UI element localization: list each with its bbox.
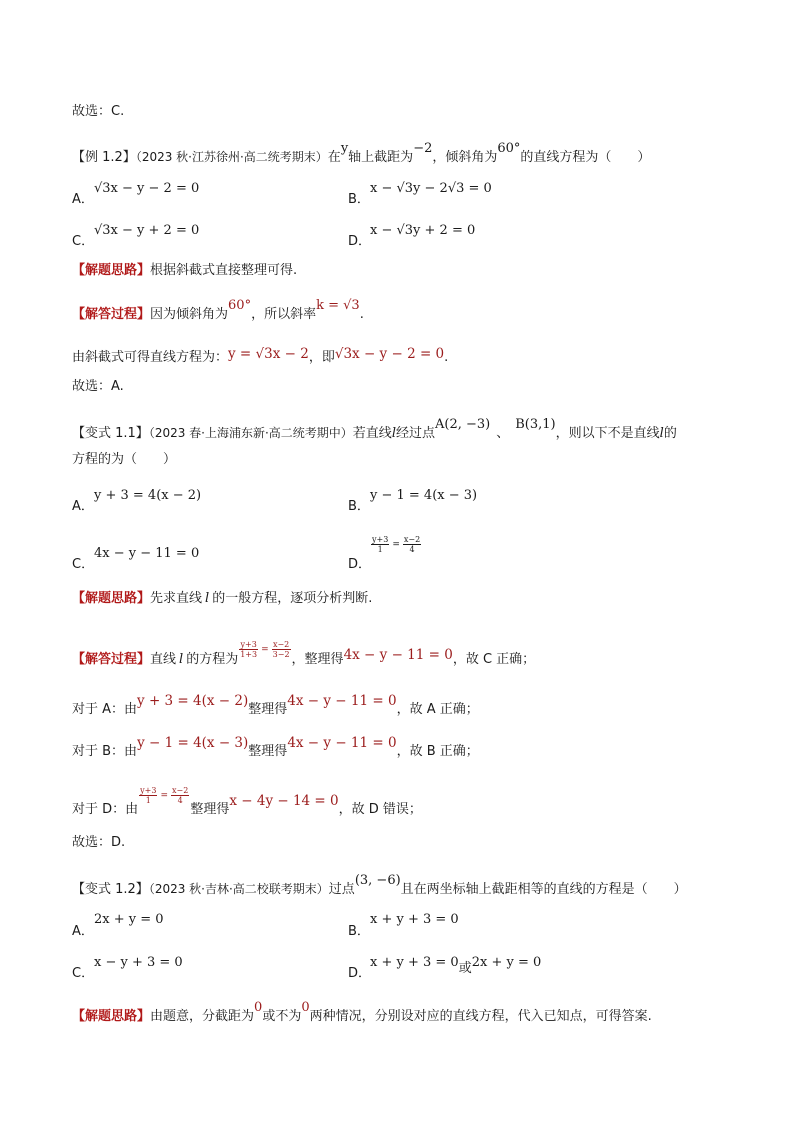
- idea-tag: 【解题思路】: [72, 591, 151, 606]
- option-label: A．: [72, 499, 94, 514]
- option-d-eq: [370, 955, 542, 976]
- math: 4x − y − 11 = 0: [287, 735, 397, 751]
- text: .: [444, 350, 449, 365]
- text: 的: [663, 426, 677, 441]
- text: ，倾斜角为: [432, 150, 498, 165]
- option-label: B．: [348, 924, 370, 939]
- option-c: [72, 966, 94, 982]
- solution-idea: [72, 590, 372, 608]
- option-a: [72, 192, 94, 208]
- option-a-eq: y + 3 = 4(x − 2): [94, 488, 202, 503]
- option-label: C．: [72, 966, 95, 981]
- option-b-eq: x + y + 3 = 0: [370, 912, 459, 927]
- option-label: B．: [348, 499, 370, 514]
- variant-1-2-question: [72, 873, 687, 899]
- answer-line: 故选：A.: [72, 379, 124, 394]
- option-a-eq: √3x − y − 2 = 0: [94, 181, 200, 196]
- answer-line: 故选：D.: [72, 835, 126, 850]
- text: 因为倾斜角为: [150, 307, 229, 322]
- variant-1-1-question: [72, 417, 677, 443]
- math: y: [340, 141, 349, 156]
- option-label: B．: [348, 192, 370, 207]
- option-d-eq: [370, 535, 422, 554]
- equals-sign: =: [261, 644, 269, 655]
- text: 对于 B：由: [72, 744, 138, 759]
- text: ，则以下不是直线: [555, 426, 660, 441]
- math: x + y + 3 = 0: [370, 955, 459, 970]
- text: 整理得: [190, 802, 230, 817]
- variant-tag: 【变式 1.1】: [72, 426, 149, 441]
- variant-1-1-question-line2: 方程的为（ ）: [72, 452, 177, 467]
- math: −2: [413, 141, 433, 156]
- fraction-numerator: y+3: [372, 535, 389, 544]
- option-label: D．: [348, 966, 372, 981]
- math: x − 4y − 14 = 0: [229, 793, 339, 809]
- fraction-denominator: 1+3: [240, 650, 258, 659]
- math: 2x + y = 0: [471, 955, 542, 970]
- solution-process-3: [72, 735, 479, 761]
- text: 的方程为: [186, 652, 239, 667]
- text: 经过点: [395, 426, 435, 441]
- solution-idea: [72, 262, 297, 280]
- option-c-eq: √3x − y + 2 = 0: [94, 223, 200, 238]
- option-a-eq: 2x + y = 0: [94, 912, 164, 927]
- text: 、: [496, 426, 510, 441]
- math: (3, −6): [354, 873, 401, 888]
- text: ，整理得: [291, 652, 344, 667]
- text: 根据斜截式直接整理可得.: [150, 263, 298, 278]
- option-c: [72, 234, 94, 250]
- fraction-numerator: x−2: [403, 535, 421, 544]
- equals-sign: =: [160, 790, 169, 801]
- idea-tag: 【解题思路】: [72, 263, 151, 278]
- math: l: [391, 426, 396, 441]
- solution-process-2: [72, 693, 479, 719]
- math: y + 3 = 4(x − 2): [137, 693, 249, 709]
- option-c: [72, 557, 94, 573]
- solution-process-1: [72, 298, 364, 324]
- math: 4x − y − 11 = 0: [343, 647, 453, 663]
- text: ，故 A 正确；: [396, 702, 479, 717]
- equals-sign: =: [392, 539, 400, 550]
- option-label: D．: [348, 557, 372, 572]
- math: k = √3: [316, 298, 360, 313]
- option-b-eq: y − 1 = 4(x − 3): [370, 488, 478, 503]
- text: 的一般方程，逐项分析判断.: [212, 591, 373, 606]
- math: l: [179, 652, 184, 667]
- text: ，故 C 正确；: [452, 652, 536, 667]
- source: （2023 春·上海浦东新·高二统考期中）: [148, 426, 353, 440]
- process-tag: 【解答过程】: [72, 307, 151, 322]
- fraction-denominator: 4: [409, 545, 415, 554]
- option-d: [348, 557, 371, 573]
- fraction-denominator: 4: [177, 796, 183, 805]
- text: ，故 D 错误；: [338, 802, 422, 817]
- text: 在: [327, 150, 341, 165]
- option-d: [348, 234, 371, 250]
- text: 整理得: [248, 702, 288, 717]
- text: 或: [458, 961, 472, 976]
- option-label: A．: [72, 192, 94, 207]
- option-b: [348, 924, 370, 940]
- math: √3x − y − 2 = 0: [334, 346, 445, 362]
- option-a: [72, 499, 94, 515]
- fraction-numerator: x−2: [272, 640, 290, 649]
- fraction-denominator: 1: [377, 545, 383, 554]
- variant-tag: 【变式 1.2】: [72, 882, 149, 897]
- option-label: C．: [72, 557, 95, 572]
- fraction-denominator: 3−2: [272, 650, 290, 659]
- solution-process-1: [72, 640, 536, 669]
- option-label: A．: [72, 924, 94, 939]
- math: A(2, −3): [435, 417, 491, 432]
- option-a: [72, 924, 94, 940]
- option-b: [348, 499, 370, 515]
- text: 对于 A：由: [72, 702, 138, 717]
- solution-idea: [72, 1000, 652, 1026]
- fraction-numerator: y+3: [240, 640, 257, 649]
- text: 由题意，分截距为: [150, 1009, 255, 1024]
- process-tag: 【解答过程】: [72, 652, 151, 667]
- math: y = √3x − 2: [228, 346, 309, 362]
- text: 或不为: [262, 1009, 302, 1024]
- text: 先求直线: [150, 591, 203, 606]
- math: 0: [301, 1000, 310, 1015]
- text: 两种情况，分别设对应的直线方程，代入已知点，可得答案.: [309, 1009, 652, 1024]
- fraction-numerator: x−2: [172, 786, 189, 795]
- math: 0: [254, 1000, 263, 1015]
- text: 整理得: [248, 744, 288, 759]
- example-1-2-question: [72, 141, 651, 167]
- text: 对于 D：由: [72, 802, 139, 817]
- text: 且在两坐标轴上截距相等的直线的方程是（ ）: [400, 882, 687, 897]
- source: （2023 秋·吉林·高二校联考期末）: [148, 882, 329, 896]
- option-c-eq: x − y + 3 = 0: [94, 955, 183, 970]
- text: 过点: [328, 882, 355, 897]
- math: 4x − y − 11 = 0: [287, 693, 397, 709]
- idea-tag: 【解题思路】: [72, 1009, 151, 1024]
- text: 若直线: [352, 426, 392, 441]
- text: ，即: [308, 350, 335, 365]
- example-tag: 【例 1.2】: [72, 150, 136, 165]
- option-d-eq: x − √3y + 2 = 0: [370, 223, 476, 238]
- option-label: C．: [72, 234, 95, 249]
- math: 60°: [228, 298, 252, 313]
- text: .: [359, 307, 364, 322]
- math: y − 1 = 4(x − 3): [137, 735, 249, 751]
- math: l: [659, 426, 664, 441]
- math: B(3,1): [515, 417, 556, 432]
- fraction-denominator: 1: [145, 796, 151, 805]
- option-b: [348, 192, 370, 208]
- text: 轴上截距为: [348, 150, 414, 165]
- solution-process-4: [72, 786, 422, 819]
- answer-line: 故选：C.: [72, 104, 125, 119]
- math: 60°: [497, 141, 521, 156]
- solution-process-2: [72, 348, 448, 367]
- text: 的直线方程为（ ）: [520, 150, 651, 165]
- text: ，故 B 正确；: [396, 744, 479, 759]
- text: 直线: [150, 652, 177, 667]
- fraction-numerator: y+3: [140, 786, 157, 795]
- option-b-eq: x − √3y − 2√3 = 0: [370, 181, 492, 196]
- option-label: D．: [348, 234, 372, 249]
- text: ，所以斜率: [251, 307, 317, 322]
- option-c-eq: 4x − y − 11 = 0: [94, 546, 200, 561]
- math: l: [205, 591, 210, 606]
- option-d: [348, 966, 371, 982]
- source: （2023 秋·江苏徐州·高二统考期末）: [135, 150, 328, 164]
- text: 由斜截式可得直线方程为：: [72, 350, 229, 365]
